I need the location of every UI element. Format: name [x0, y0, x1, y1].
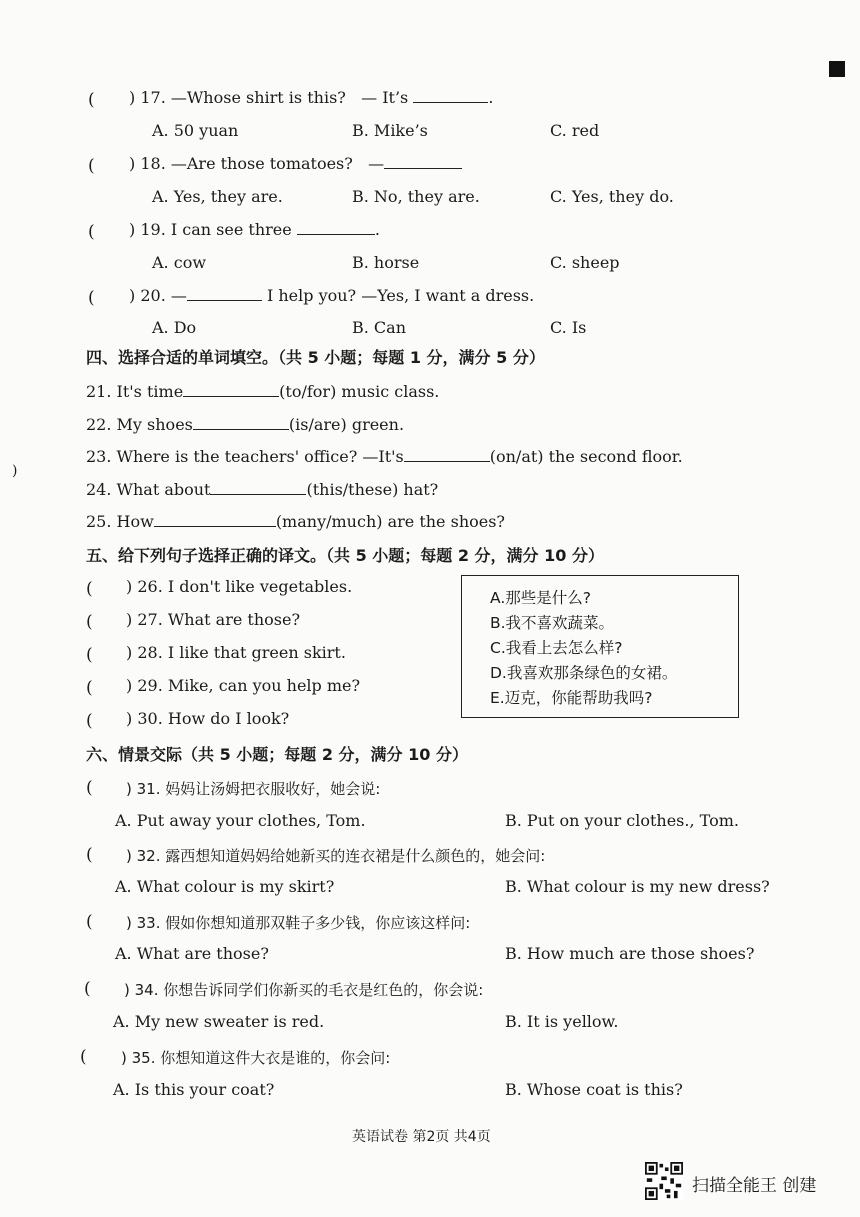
- translation-option-d: D.我喜欢那条绿色的女裙。: [490, 664, 678, 682]
- translation-option-a: A.那些是什么?: [490, 589, 591, 607]
- answer-paren-18: (: [88, 156, 95, 176]
- question-33: ) 33. 假如你想知道那双鞋子多少钱，你应该这样问:: [126, 914, 471, 932]
- answer-paren-20: (: [88, 288, 95, 308]
- option-34-a[interactable]: A. My new sweater is red.: [113, 1012, 325, 1031]
- option-31-a[interactable]: A. Put away your clothes, Tom.: [115, 811, 366, 830]
- answer-paren-35[interactable]: (: [80, 1047, 87, 1067]
- option-34-b[interactable]: B. It is yellow.: [505, 1012, 619, 1031]
- translation-option-e: E.迈克，你能帮助我吗?: [490, 689, 653, 707]
- answer-paren-17: (: [88, 90, 95, 110]
- section-6-heading: 六、情景交际（共 5 小题；每题 2 分，满分 10 分）: [86, 745, 468, 764]
- answer-blank-21[interactable]: [183, 382, 279, 397]
- answer-blank-23[interactable]: [404, 447, 490, 462]
- option-17-a[interactable]: A. 50 yuan: [152, 121, 239, 140]
- qr-code-icon: [645, 1162, 683, 1200]
- answer-blank-20[interactable]: [187, 286, 262, 301]
- question-20: ) 20. — I help you? —Yes, I want a dress.: [129, 286, 535, 305]
- answer-paren-19: (: [88, 222, 95, 242]
- question-25: 25. How (many/much) are the shoes?: [86, 512, 506, 531]
- option-35-a[interactable]: A. Is this your coat?: [113, 1080, 275, 1099]
- option-20-c[interactable]: C. Is: [550, 318, 587, 337]
- page-footer: 英语试卷 第2页 共4页: [352, 1129, 491, 1145]
- option-18-c[interactable]: C. Yes, they do.: [550, 187, 674, 206]
- question-27: ) 27. What are those?: [126, 610, 301, 629]
- section-4-heading: 四、选择合适的单词填空。（共 5 小题；每题 1 分，满分 5 分）: [86, 348, 545, 367]
- answer-paren-28[interactable]: (: [86, 645, 93, 665]
- answer-paren-30[interactable]: (: [86, 711, 93, 731]
- answer-blank-17[interactable]: [413, 88, 488, 103]
- answer-blank-25[interactable]: [154, 512, 276, 527]
- option-19-a[interactable]: A. cow: [152, 253, 207, 272]
- translation-option-c: C.我看上去怎么样?: [490, 639, 623, 657]
- question-29: ) 29. Mike, can you help me?: [126, 676, 361, 695]
- option-19-c[interactable]: C. sheep: [550, 253, 620, 272]
- question-26: ) 26. I don't like vegetables.: [126, 577, 353, 596]
- answer-paren-31[interactable]: (: [86, 778, 93, 798]
- question-24: 24. What about (this/these) hat?: [86, 480, 439, 499]
- option-20-a[interactable]: A. Do: [152, 318, 197, 337]
- option-35-b[interactable]: B. Whose coat is this?: [505, 1080, 683, 1099]
- section-5-heading: 五、给下列句子选择正确的译文。（共 5 小题；每题 2 分，满分 10 分）: [86, 546, 604, 565]
- question-34: ) 34. 你想告诉同学们你新买的毛衣是红色的，你会说:: [124, 981, 484, 999]
- option-32-b[interactable]: B. What colour is my new dress?: [505, 877, 770, 896]
- question-17: ) 17. —Whose shirt is this? — It’s .: [129, 88, 494, 107]
- answer-paren-26[interactable]: (: [86, 579, 93, 599]
- answer-blank-22[interactable]: [193, 415, 289, 430]
- question-32: ) 32. 露西想知道妈妈给她新买的连衣裙是什么颜色的，她会问:: [126, 847, 546, 865]
- translation-options-box: [461, 575, 739, 718]
- question-18: ) 18. —Are those tomatoes? —: [129, 154, 462, 173]
- option-19-b[interactable]: B. horse: [352, 253, 420, 272]
- option-33-b[interactable]: B. How much are those shoes?: [505, 944, 755, 963]
- option-18-b[interactable]: B. No, they are.: [352, 187, 480, 206]
- question-30: ) 30. How do I look?: [126, 709, 290, 728]
- answer-paren-27[interactable]: (: [86, 612, 93, 632]
- answer-paren-29[interactable]: (: [86, 678, 93, 698]
- question-21: 21. It's time (to/for) music class.: [86, 382, 440, 401]
- question-23: 23. Where is the teachers' office? —It's (on/at) the second floor.: [86, 447, 683, 466]
- answer-blank-24[interactable]: [210, 480, 306, 495]
- answer-blank-19[interactable]: [297, 220, 375, 235]
- option-33-a[interactable]: A. What are those?: [115, 944, 269, 963]
- corner-mark: [829, 61, 845, 77]
- answer-paren-33[interactable]: (: [86, 912, 93, 932]
- stray-mark: ): [12, 463, 18, 479]
- question-19: ) 19. I can see three .: [129, 220, 380, 239]
- scanner-watermark: 扫描全能王 创建: [692, 1176, 817, 1196]
- answer-blank-18[interactable]: [384, 154, 462, 169]
- translation-option-b: B.我不喜欢蔬菜。: [490, 614, 615, 632]
- question-28: ) 28. I like that green skirt.: [126, 643, 346, 662]
- option-17-c[interactable]: C. red: [550, 121, 600, 140]
- option-32-a[interactable]: A. What colour is my skirt?: [115, 877, 335, 896]
- question-35: ) 35. 你想知道这件大衣是谁的，你会问:: [121, 1049, 391, 1067]
- option-18-a[interactable]: A. Yes, they are.: [152, 187, 283, 206]
- option-17-b[interactable]: B. Mike’s: [352, 121, 428, 140]
- answer-paren-32[interactable]: (: [86, 845, 93, 865]
- option-31-b[interactable]: B. Put on your clothes., Tom.: [505, 811, 739, 830]
- question-31: ) 31. 妈妈让汤姆把衣服收好，她会说:: [126, 780, 381, 798]
- answer-paren-34[interactable]: (: [84, 979, 91, 999]
- question-22: 22. My shoes (is/are) green.: [86, 415, 405, 434]
- option-20-b[interactable]: B. Can: [352, 318, 407, 337]
